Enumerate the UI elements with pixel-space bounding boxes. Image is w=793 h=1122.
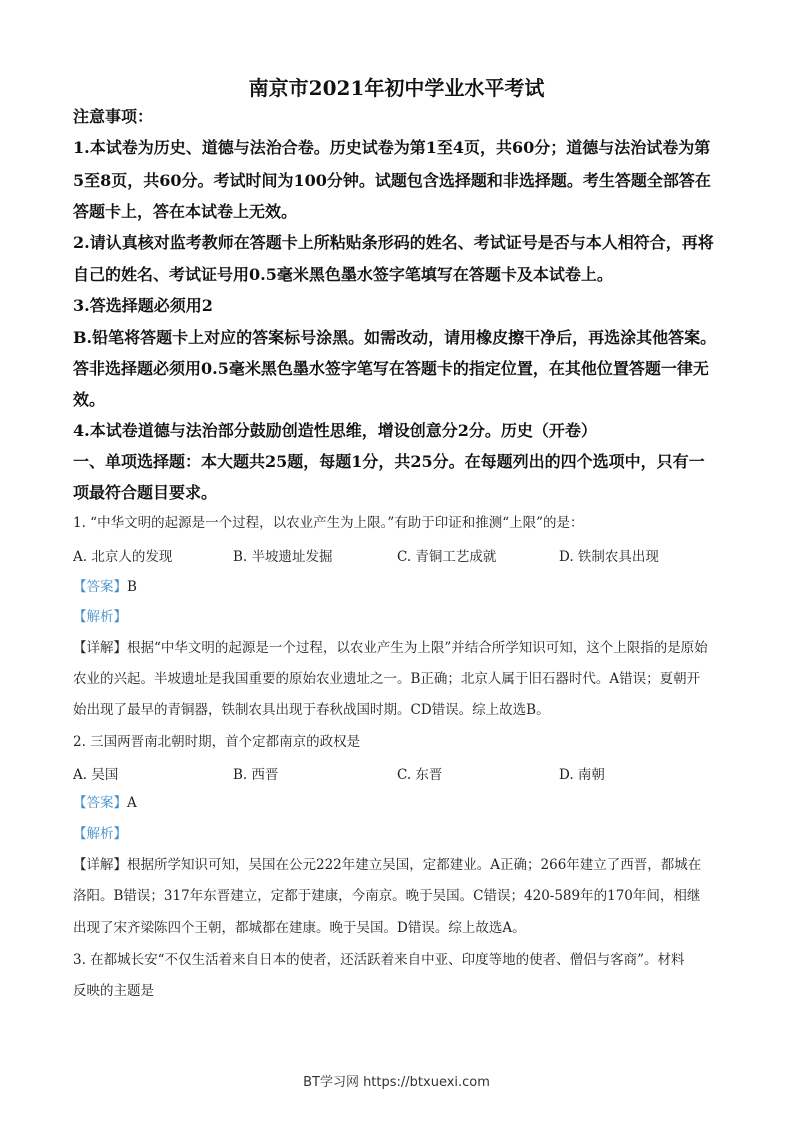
answer-tag: 【答案】: [73, 795, 127, 811]
question-stem: 2. 三国两晋南北朝时期，首个定都南京的政权是: [73, 734, 361, 750]
notice-heading: 注意事项：: [73, 107, 154, 126]
question-stem: 反映的主题是: [73, 983, 154, 999]
answer-value: B: [127, 579, 137, 595]
notice-line: 答非选择题必须用0.5毫米黑色墨水签字笔写在答题卡的指定位置，在其他位置答题一律无: [73, 359, 709, 378]
detail-line: [73, 855, 701, 875]
question-stem: 3. 在都城长安“不仅生活着来自日本的使者，还活跃着来自中亚、印度等地的使者、僧侣与客商”。材料: [73, 952, 685, 968]
section-heading: 一、单项选择题：本大题共25题，每题1分，共25分。在每题列出的四个选项中，只有一: [73, 452, 705, 471]
detail-text: 根据所学知识可知，吴国在公元222年建立吴国，定都建业。A正确；266年建立了西晋，都城在: [127, 857, 702, 873]
notice-line: 2.请认真核对监考教师在答题卡上所粘贴条形码的姓名、考试证号是否与本人相符合，再将: [73, 233, 714, 252]
option-c: C. 青铜工艺成就: [397, 549, 497, 565]
notice-line: 自己的姓名、考试证号用0.5毫米黑色墨水签字笔填写在答题卡及本试卷上。: [73, 265, 613, 284]
notice-line: 1.本试卷为历史、道德与法治合卷。历史试卷为第1至4页，共60分；道德与法治试卷为第: [73, 138, 711, 157]
page-title: 南京市2021年初中学业水平考试: [248, 76, 545, 100]
option-b: B. 半坡遗址发掘: [233, 549, 333, 565]
detail-line: 农业的兴起。半坡遗址是我国重要的原始农业遗址之一。B正确；北京人属于旧石器时代。A错误；夏朝开: [73, 671, 701, 687]
section-heading: 项最符合题目要求。: [73, 483, 218, 502]
answer-tag: 【答案】: [73, 579, 127, 595]
notice-line: 效。: [73, 390, 106, 409]
analysis-tag: 【解析】: [73, 826, 127, 842]
option-b: B. 西晋: [233, 767, 279, 783]
detail-line: 洛阳。B错误；317年东晋建立，定都于建康，今南京。晚于吴国。C错误；420-589年的170年间，相继: [73, 888, 701, 904]
option-d: D. 铁制农具出现: [559, 549, 659, 565]
notice-line: B.铅笔将答题卡上对应的答案标号涂黑。如需改动，请用橡皮擦干净后，再选涂其他答案。: [73, 328, 717, 347]
footer-watermark: BT学习网 https://btxuexi.com: [303, 1075, 490, 1090]
analysis-tag: 【解析】: [73, 609, 127, 625]
detail-line: 出现了宋齐梁陈四个王朝，都城都在建康。晚于吴国。D错误。综上故选A。: [73, 920, 526, 936]
notice-line: 5至8页，共60分。考试时间为100分钟。试题包含选择题和非选择题。考生答题全部答在: [73, 171, 711, 190]
detail-text: 根据“中华文明的起源是一个过程，以农业产生为上限”并结合所学知识可知，这个上限指的是原始: [127, 640, 708, 656]
answer-value: A: [127, 795, 137, 811]
detail-tag: 【详解】: [73, 857, 127, 873]
notice-line: 答题卡上，答在本试卷上无效。: [73, 202, 298, 221]
notice-line: 4.本试卷道德与法治部分鼓励创造性思维，增设创意分2分。历史（开卷）: [73, 421, 597, 440]
question-stem: 1. “中华文明的起源是一个过程，以农业产生为上限。”有助于印证和推测“上限”的是：: [73, 515, 584, 531]
option-a: A. 吴国: [73, 767, 119, 783]
detail-line: 始出现了最早的青铜器，铁制农具出现于春秋战国时期。CD错误。综上故选B。: [73, 702, 550, 718]
detail-line: [73, 638, 708, 658]
notice-line: 3.答选择题必须用2: [73, 296, 213, 315]
option-d: D. 南朝: [559, 767, 605, 783]
answer-line: [73, 793, 137, 813]
option-c: C. 东晋: [397, 767, 443, 783]
answer-line: [73, 577, 137, 597]
option-a: A. 北京人的发现: [73, 549, 173, 565]
detail-tag: 【详解】: [73, 640, 127, 656]
